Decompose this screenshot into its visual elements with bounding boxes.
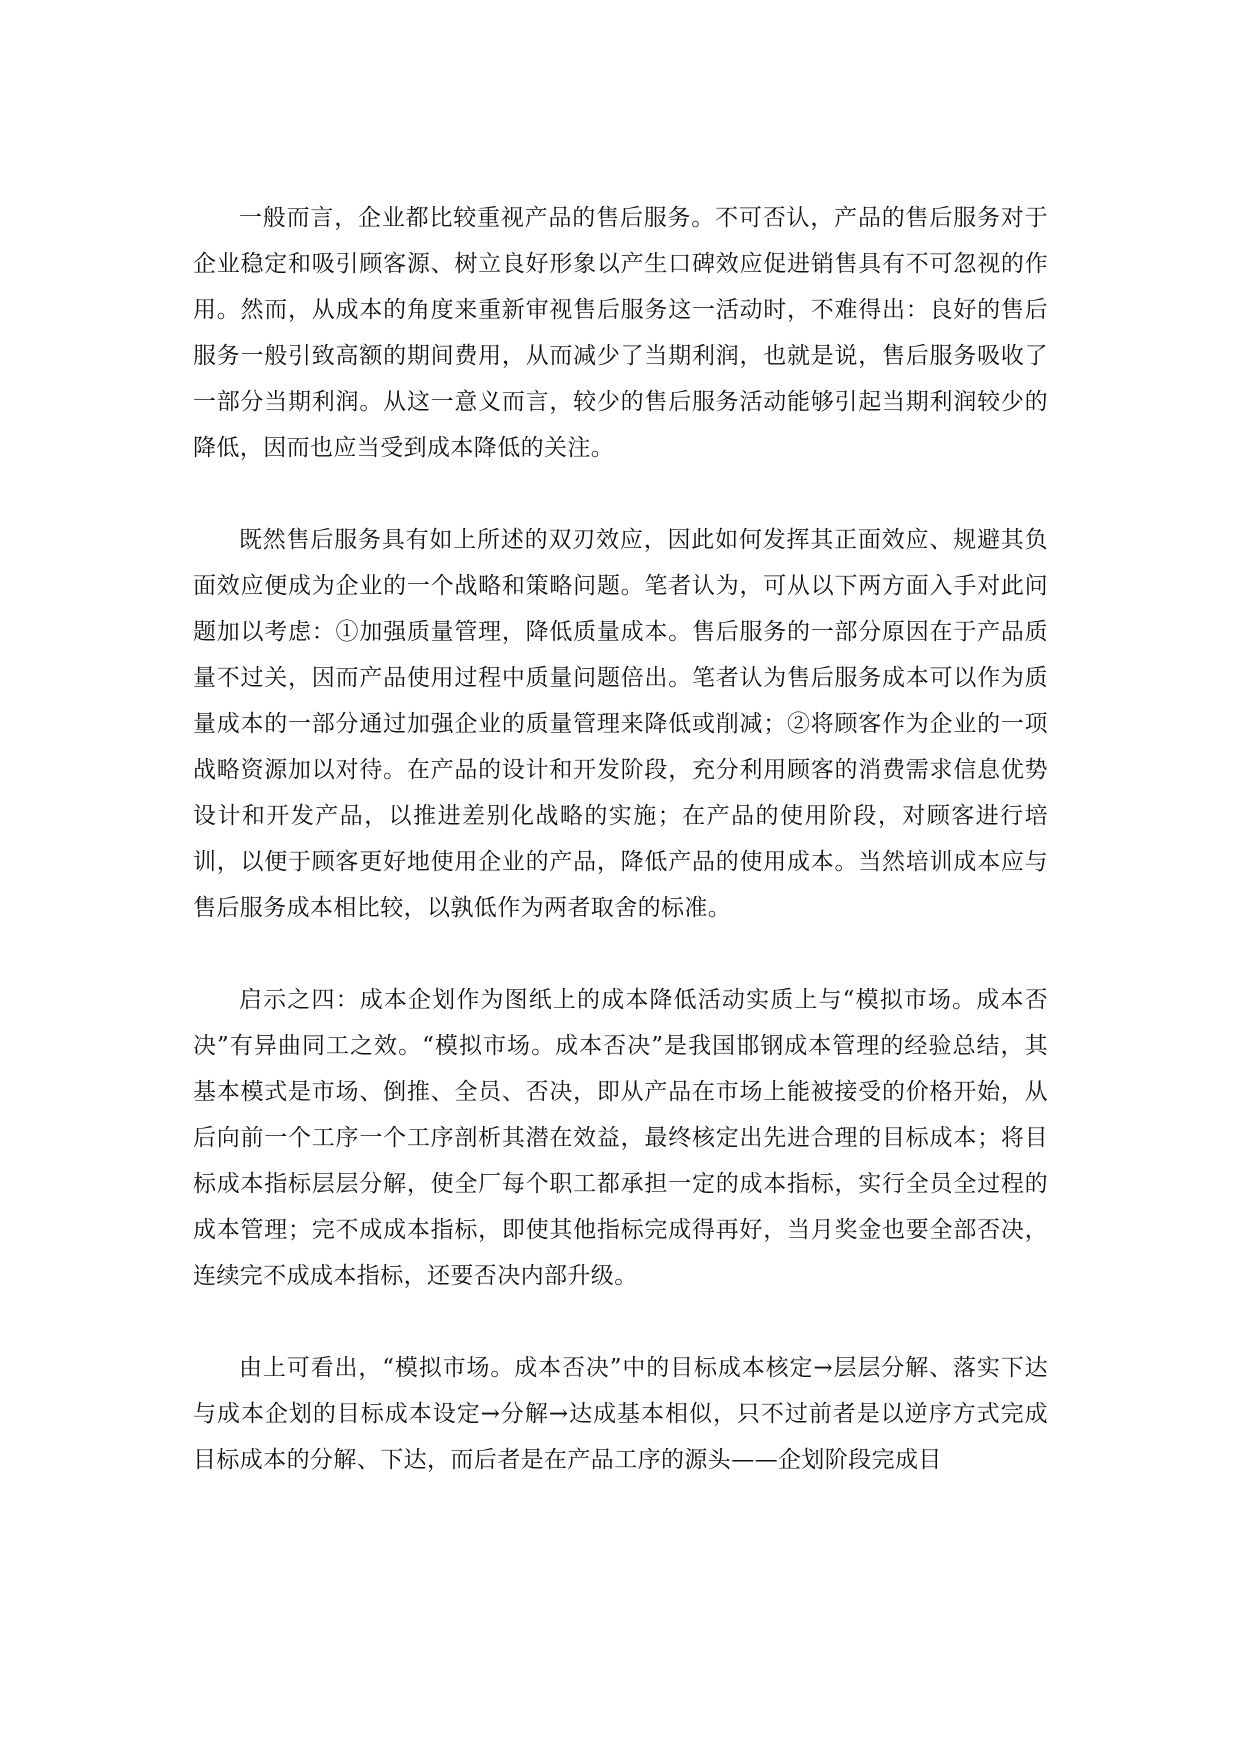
paragraph-insight-four: 启示之四：成本企划作为图纸上的成本降低活动实质上与“模拟市场。成本否决”有异曲同工之效。“模拟市场。成本否决”是我国邯钢成本管理的经验总结，其基本模式是市场、倒推、全员、否决，即从产品在市场上能被接受的价格开始，从后向前一个工序一个工序剖析其潜在效益，最终核定出先进合理的目标成本；将目标成本指标层层分解，使全厂每个职工都承担一定的成本指标，实行全员全过程的成本管理；完不成成本指标，即使其他指标完成得再好，当月奖金也要全部否决，连续完不成成本指标，还要否决内部升级。 — [193, 987, 1048, 1289]
paragraph-double-edged-effect: 既然售后服务具有如上所述的双刃效应，因此如何发挥其正面效应、规避其负面效应便成为企业的一个战略和策略问题。笔者认为，可从以下两方面入手对此问题加以考虑：①加强质量管理，降低质量成本。售后服务的一部分原因在于产品质量不过关，因而产品使用过程中质量问题倍出。笔者认为售后服务成本可以作为质量成本的一部分通过加强企业的质量管理来降低或削减；②将顾客作为企业的一项战略资源加以对待。在产品的设计和开发阶段，充分利用顾客的消费需求信息优势设计和开发产品，以推进差别化战略的实施；在产品的使用阶段，对顾客进行培训，以便于顾客更好地使用企业的产品，降低产品的使用成本。当然培训成本应与售后服务成本相比较，以孰低作为两者取舍的标准。 — [193, 527, 1048, 921]
paragraph-after-sales-service: 一般而言，企业都比较重视产品的售后服务。不可否认，产品的售后服务对于企业稳定和吸引顾客源、树立良好形象以产生口碑效应促进销售具有不可忽视的作用。然而，从成本的角度来重新审视售后服务这一活动时，不难得出：良好的售后服务一般引致高额的期间费用，从而减少了当期利润，也就是说，售后服务吸收了一部分当期利润。从这一意义而言，较少的售后服务活动能够引起当期利润较少的降低，因而也应当受到成本降低的关注。 — [193, 205, 1048, 461]
document-body — [193, 195, 1048, 1483]
paragraph-comparison: 由上可看出，“模拟市场。成本否决”中的目标成本核定→层层分解、落实下达与成本企划的目标成本设定→分解→达成基本相似，只不过前者是以逆序方式完成目标成本的分解、下达，而后者是在产品工序的源头——企划阶段完成目 — [193, 1355, 1048, 1473]
